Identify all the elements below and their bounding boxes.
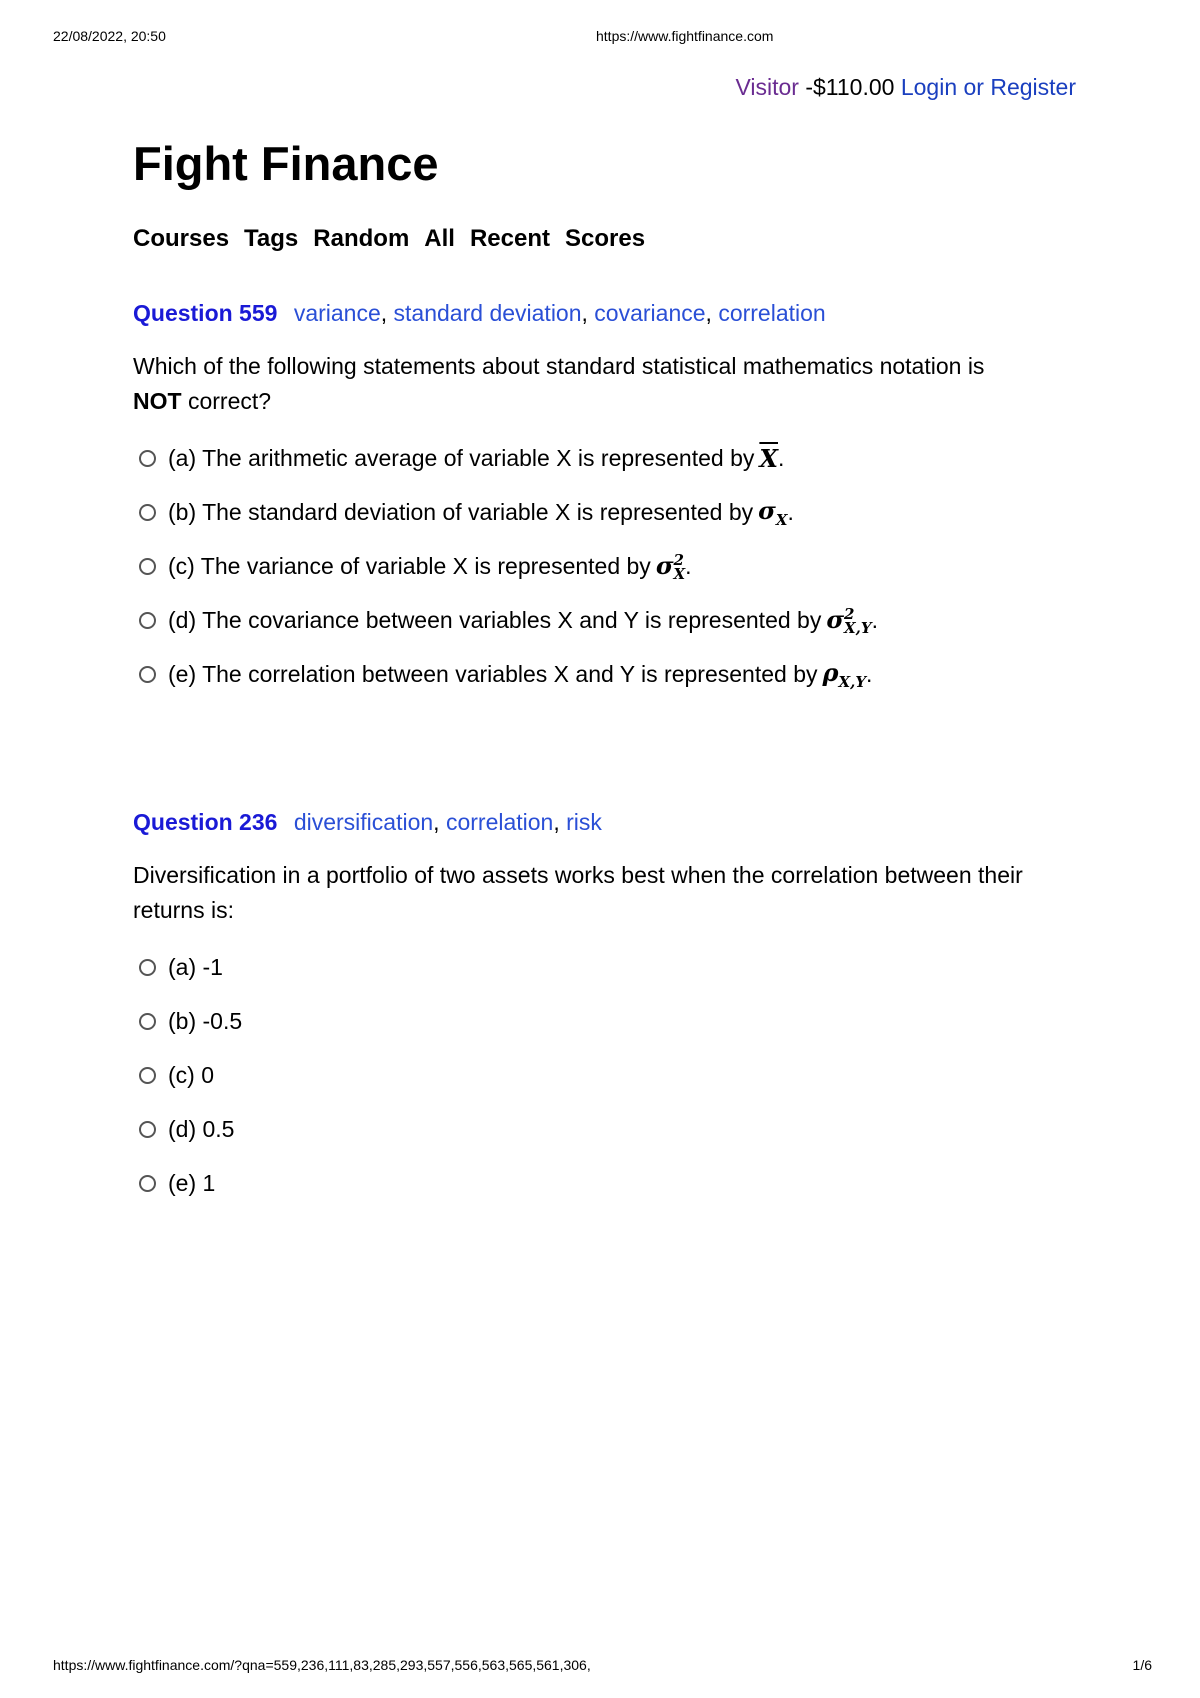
option-label: (e) The correlation between variables X and Y is represented by (168, 660, 818, 687)
question-text-part: Which of the following statements about standard statistical mathematics notation is (133, 353, 985, 379)
answer-option[interactable] (139, 1156, 1083, 1210)
radio-button[interactable] (139, 1121, 156, 1138)
tag-link[interactable]: standard deviation (393, 300, 582, 326)
answer-option[interactable] (139, 994, 1083, 1048)
question-text-part: correct? (181, 388, 272, 414)
question-text: Diversification in a portfolio of two assets works best when the correlation between their returns is: (133, 862, 1023, 923)
radio-button[interactable] (139, 558, 156, 575)
nav-recent[interactable]: Recent (469, 225, 550, 252)
radio-button[interactable] (139, 504, 156, 521)
tag-link[interactable]: diversification (293, 809, 434, 835)
option-label: (c) 0 (168, 1061, 214, 1088)
user-bar (735, 74, 1076, 101)
option-label: (b) The standard deviation of variable X is represented by (168, 498, 754, 525)
option-label: (c) The variance of variable X is represented by (168, 552, 651, 579)
page-number: 1/6 (1132, 1657, 1152, 1673)
answer-options (139, 431, 1083, 701)
option-label: (d) 0.5 (168, 1115, 235, 1142)
radio-button[interactable] (139, 450, 156, 467)
main-nav (133, 225, 645, 253)
tag-link[interactable]: covariance (594, 300, 706, 326)
tag-link[interactable]: correlation (445, 809, 554, 835)
radio-button[interactable] (139, 612, 156, 629)
nav-tags[interactable]: Tags (244, 225, 299, 252)
math-notation: $\sigma_X$ (758, 495, 788, 529)
answer-option[interactable]: (e) The correlation between variables X and Y is represented by $\rho_{X,Y}$ . (139, 647, 1083, 701)
answer-option[interactable] (139, 940, 1083, 994)
answer-option[interactable]: (a) The arithmetic average of variable X is represented by $\overline{X}$ . (139, 431, 1083, 485)
math-notation: $\overline{X}$ (759, 443, 778, 473)
question-number[interactable]: Question 236 (133, 809, 278, 835)
math-notation: σ 2 X (655, 550, 686, 584)
radio-button[interactable] (139, 959, 156, 976)
question-header: Question 559 variance, standard deviation, covariance, correlation (133, 300, 826, 326)
radio-button[interactable] (139, 1175, 156, 1192)
radio-button[interactable] (139, 1067, 156, 1084)
print-url: https://www.fightfinance.com (596, 28, 774, 44)
answer-option[interactable]: (b) The standard deviation of variable X is represented by $\sigma_X$ . (139, 485, 1083, 539)
question-header: Question 236 diversification, correlation, risk (133, 809, 602, 835)
option-label: (e) 1 (168, 1169, 216, 1196)
math-notation: σ 2 X,Y (826, 604, 872, 638)
balance-value: -$110.00 (805, 74, 895, 100)
nav-courses[interactable]: Courses (133, 225, 230, 252)
nav-all[interactable]: All (424, 225, 455, 252)
question-number[interactable]: Question 559 (133, 300, 278, 326)
question-236 (133, 809, 1083, 1210)
math-notation: $\rho_{X,Y}$ (822, 657, 867, 691)
answer-option[interactable]: (c) The variance of variable X is represented by σ 2 X . (139, 539, 1083, 593)
answer-option[interactable] (139, 1048, 1083, 1102)
option-label: (d) The covariance between variables X and Y is represented by (168, 606, 822, 633)
login-register-link[interactable]: Login or Register (900, 74, 1076, 100)
tag-link[interactable]: correlation (718, 300, 826, 326)
answer-option[interactable]: (d) The covariance between variables X and Y is represented by σ 2 X,Y . (139, 593, 1083, 647)
print-datetime: 22/08/2022, 20:50 (53, 28, 166, 44)
option-label: (a) -1 (168, 953, 223, 980)
nav-scores[interactable]: Scores (564, 225, 646, 252)
answer-options (139, 940, 1083, 1210)
visitor-label: Visitor (735, 74, 799, 100)
option-label: (b) -0.5 (168, 1007, 243, 1034)
question-559 (133, 300, 1083, 701)
answer-option[interactable] (139, 1102, 1083, 1156)
nav-random[interactable]: Random (313, 225, 410, 252)
tag-link[interactable]: variance (293, 300, 381, 326)
question-text (133, 349, 1083, 419)
radio-button[interactable] (139, 1013, 156, 1030)
option-label: (a) The arithmetic average of variable X is represented by (168, 444, 755, 471)
site-title[interactable]: Fight Finance (133, 137, 439, 190)
footer-url: https://www.fightfinance.com/?qna=559,236,111,83,285,293,557,556,563,565,561,306, (53, 1657, 591, 1673)
tag-link[interactable]: risk (566, 809, 602, 835)
radio-button[interactable] (139, 666, 156, 683)
question-emphasis: NOT (133, 388, 182, 414)
